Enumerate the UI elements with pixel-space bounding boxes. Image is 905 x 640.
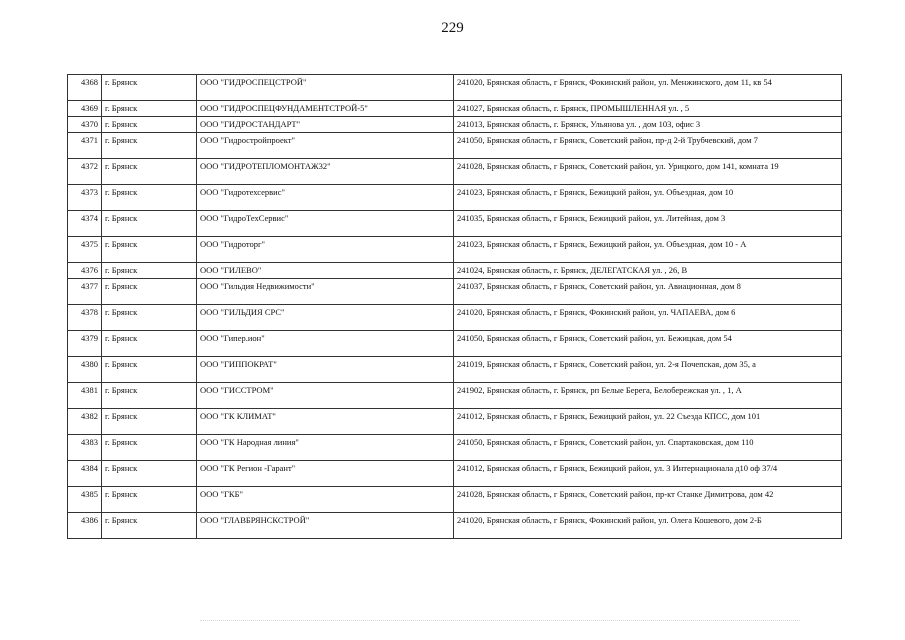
city-cell: г. Брянск <box>102 513 197 539</box>
city-cell: г. Брянск <box>102 159 197 185</box>
registry-table-body <box>68 75 842 539</box>
organization-cell: ООО "ГЛАВБРЯНСКСТРОЙ" <box>197 513 454 539</box>
city-cell: г. Брянск <box>102 237 197 263</box>
table-row <box>68 487 842 513</box>
table-row <box>68 513 842 539</box>
table-row <box>68 159 842 185</box>
row-number-cell: 4372 <box>68 159 102 185</box>
row-number-cell: 4369 <box>68 101 102 117</box>
organization-cell: ООО "Гипер.ион" <box>197 331 454 357</box>
registry-table <box>67 74 842 539</box>
address-cell: 241028, Брянская область, г Брянск, Советский район, ул. Урицкого, дом 141, комната 19 <box>454 159 842 185</box>
row-number-cell: 4385 <box>68 487 102 513</box>
row-number-cell: 4370 <box>68 117 102 133</box>
organization-cell: ООО "ГКБ" <box>197 487 454 513</box>
address-cell: 241023, Брянская область, г Брянск, Бежицкий район, ул. Объездная, дом 10 - А <box>454 237 842 263</box>
organization-cell: ООО "Гильдия Недвижимости" <box>197 279 454 305</box>
organization-cell: ООО "Гидростройпроект" <box>197 133 454 159</box>
organization-cell: ООО "ГК КЛИМАТ" <box>197 409 454 435</box>
city-cell: г. Брянск <box>102 185 197 211</box>
table-row <box>68 461 842 487</box>
page-bottom-artifact <box>200 620 800 625</box>
organization-cell: ООО "ГИППОКРАТ" <box>197 357 454 383</box>
row-number-cell: 4379 <box>68 331 102 357</box>
organization-cell: ООО "Гидротехсервис" <box>197 185 454 211</box>
table-row <box>68 101 842 117</box>
organization-cell: ООО "ГИЛЕВО" <box>197 263 454 279</box>
city-cell: г. Брянск <box>102 461 197 487</box>
table-row <box>68 211 842 237</box>
row-number-cell: 4381 <box>68 383 102 409</box>
table-row <box>68 263 842 279</box>
address-cell: 241037, Брянская область, г Брянск, Советский район, ул. Авиационная, дом 8 <box>454 279 842 305</box>
table-row <box>68 435 842 461</box>
table-row <box>68 237 842 263</box>
city-cell: г. Брянск <box>102 75 197 101</box>
address-cell: 241050, Брянская область, г Брянск, Советский район, пр-д 2-й Трубчевский, дом 7 <box>454 133 842 159</box>
city-cell: г. Брянск <box>102 409 197 435</box>
city-cell: г. Брянск <box>102 305 197 331</box>
row-number-cell: 4375 <box>68 237 102 263</box>
table-row <box>68 305 842 331</box>
address-cell: 241020, Брянская область, г Брянск, Фокинский район, ул. Олега Кошевого, дом 2-Б <box>454 513 842 539</box>
address-cell: 241050, Брянская область, г Брянск, Советский район, ул. Бежицкая, дом 54 <box>454 331 842 357</box>
table-row <box>68 117 842 133</box>
city-cell: г. Брянск <box>102 279 197 305</box>
address-cell: 241020, Брянская область, г Брянск, Фокинский район, ул. Менжинского, дом 11, кв 54 <box>454 75 842 101</box>
organization-cell: ООО "ГидроТехСервис" <box>197 211 454 237</box>
organization-cell: ООО "ГИССТРОМ" <box>197 383 454 409</box>
organization-cell: ООО "ГК Народная линия" <box>197 435 454 461</box>
row-number-cell: 4377 <box>68 279 102 305</box>
row-number-cell: 4382 <box>68 409 102 435</box>
city-cell: г. Брянск <box>102 101 197 117</box>
city-cell: г. Брянск <box>102 383 197 409</box>
address-cell: 241050, Брянская область, г Брянск, Советский район, ул. Спартаковская, дом 110 <box>454 435 842 461</box>
table-row <box>68 133 842 159</box>
row-number-cell: 4371 <box>68 133 102 159</box>
table-row <box>68 409 842 435</box>
address-cell: 241012, Брянская область, г Брянск, Бежицкий район, ул. 22 Съезда КПСС, дом 101 <box>454 409 842 435</box>
organization-cell: ООО "ГИДРОСТАНДАРТ" <box>197 117 454 133</box>
organization-cell: ООО "ГК Регион -Гарант" <box>197 461 454 487</box>
address-cell: 241023, Брянская область, г Брянск, Бежицкий район, ул. Объездная, дом 10 <box>454 185 842 211</box>
row-number-cell: 4376 <box>68 263 102 279</box>
address-cell: 241013, Брянская область, г. Брянск, Ульянова ул. , дом 103, офис 3 <box>454 117 842 133</box>
city-cell: г. Брянск <box>102 435 197 461</box>
row-number-cell: 4374 <box>68 211 102 237</box>
address-cell: 241028, Брянская область, г Брянск, Советский район, пр-кт Станке Димитрова, дом 42 <box>454 487 842 513</box>
table-row <box>68 383 842 409</box>
table-row <box>68 357 842 383</box>
city-cell: г. Брянск <box>102 331 197 357</box>
address-cell: 241012, Брянская область, г Брянск, Бежицкий район, ул. 3 Интернационала д10 оф 37/4 <box>454 461 842 487</box>
table-row <box>68 185 842 211</box>
organization-cell: ООО "ГИДРОСПЕЦФУНДАМЕНТСТРОЙ-5" <box>197 101 454 117</box>
row-number-cell: 4368 <box>68 75 102 101</box>
city-cell: г. Брянск <box>102 117 197 133</box>
address-cell: 241024, Брянская область, г. Брянск, ДЕЛЕГАТСКАЯ ул. , 26, В <box>454 263 842 279</box>
address-cell: 241027, Брянская область, г. Брянск, ПРОМЫШЛЕННАЯ ул. , 5 <box>454 101 842 117</box>
city-cell: г. Брянск <box>102 487 197 513</box>
row-number-cell: 4378 <box>68 305 102 331</box>
address-cell: 241035, Брянская область, г Брянск, Бежицкий район, ул. Литейная, дом 3 <box>454 211 842 237</box>
city-cell: г. Брянск <box>102 133 197 159</box>
row-number-cell: 4380 <box>68 357 102 383</box>
city-cell: г. Брянск <box>102 211 197 237</box>
city-cell: г. Брянск <box>102 263 197 279</box>
row-number-cell: 4383 <box>68 435 102 461</box>
row-number-cell: 4386 <box>68 513 102 539</box>
address-cell: 241902, Брянская область, г. Брянск, рп Белые Берега, Белобережская ул. , 1, А <box>454 383 842 409</box>
row-number-cell: 4373 <box>68 185 102 211</box>
page-number: 229 <box>441 20 464 36</box>
table-row <box>68 75 842 101</box>
address-cell: 241020, Брянская область, г Брянск, Фокинский район, ул. ЧАПАЕВА, дом 6 <box>454 305 842 331</box>
address-cell: 241019, Брянская область, г Брянск, Советский район, ул. 2-я Почепская, дом 35, а <box>454 357 842 383</box>
organization-cell: ООО "ГИДРОСПЕЦСТРОЙ" <box>197 75 454 101</box>
table-row <box>68 331 842 357</box>
table-row <box>68 279 842 305</box>
row-number-cell: 4384 <box>68 461 102 487</box>
organization-cell: ООО "ГИДРОТЕПЛОМОНТАЖ32" <box>197 159 454 185</box>
city-cell: г. Брянск <box>102 357 197 383</box>
organization-cell: ООО "ГИЛЬДИЯ СРС" <box>197 305 454 331</box>
organization-cell: ООО "Гидроторг" <box>197 237 454 263</box>
